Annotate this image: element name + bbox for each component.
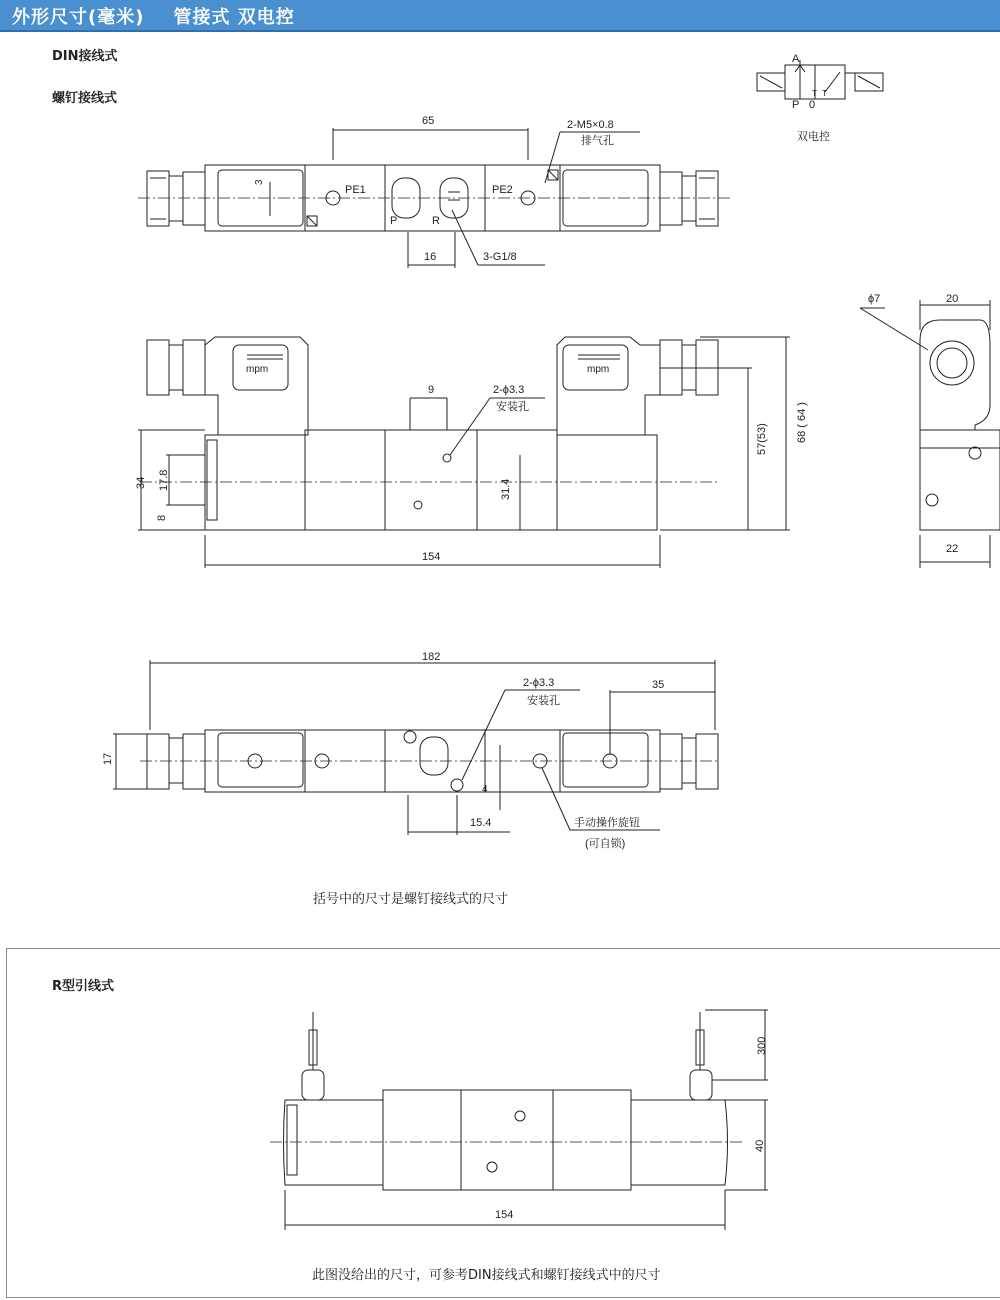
front-dim-8: 8 (156, 514, 168, 521)
front-view (135, 337, 808, 568)
front-dim-34: 34 (135, 476, 147, 489)
bottom-dim-15-4: 15.4 (470, 817, 492, 829)
section-label-din: DIN接线式 (52, 49, 118, 64)
bottom-mount-label: 安装孔 (527, 695, 560, 707)
top-label-r: R (432, 215, 440, 227)
valve-symbol (757, 53, 883, 143)
bottom-manual-label: 手动操作旋钮 (574, 817, 640, 829)
front-dim-31-4: 31.4 (500, 478, 512, 500)
symbol-caption: 双电控 (797, 131, 830, 143)
front-mpm-right: mpm (587, 364, 610, 375)
bottom-dim-4: 4 (482, 784, 488, 795)
front-dim-154: 154 (422, 551, 441, 563)
side-dim-22: 22 (946, 543, 959, 555)
top-view (138, 115, 730, 268)
side-view (860, 293, 1000, 568)
r-dim-154: 154 (495, 1209, 514, 1221)
r-type-view (270, 1010, 768, 1230)
front-dim-57: 57(53) (756, 423, 768, 455)
bottom-dim-35: 35 (652, 679, 665, 691)
symbol-port-0: 0 (809, 99, 816, 111)
top-label-pe2: PE2 (492, 184, 513, 196)
top-exhaust-spec: 2-M5×0.8 (567, 119, 614, 131)
page-title: 外形尺寸(毫米) 管接式 双电控 (12, 7, 295, 28)
symbol-port-t2: T (822, 89, 827, 98)
top-exhaust-label: 排气孔 (581, 135, 614, 147)
front-mount-label: 安装孔 (496, 401, 529, 413)
front-mount-spec: 2-ϕ3.3 (493, 384, 525, 396)
top-label-p: P (390, 215, 398, 227)
front-dim-9: 9 (428, 384, 435, 396)
section-label-r-type: R型引线式 (52, 979, 115, 994)
note-bracket: 括号中的尺寸是螺钉接线式的尺寸 (313, 892, 509, 907)
side-dim-20: 20 (946, 293, 959, 305)
top-dim-16: 16 (424, 251, 437, 263)
bottom-dim-17: 17 (102, 752, 114, 765)
bottom-dim-182: 182 (422, 651, 441, 663)
r-dim-40: 40 (754, 1139, 766, 1152)
bottom-mount-spec: 2-ϕ3.3 (523, 677, 555, 689)
top-dim-3: 3 (254, 179, 265, 185)
side-dim-phi7: ϕ7 (868, 293, 881, 305)
top-port-spec: 3-G1/8 (483, 251, 517, 263)
symbol-port-t1: T (812, 89, 817, 98)
bottom-view (102, 651, 720, 850)
top-dim-65: 65 (422, 115, 435, 127)
front-mpm-left: mpm (246, 364, 269, 375)
note-r-type: 此图没给出的尺寸，可参考DIN接线式和螺钉接线式中的尺寸 (312, 1268, 661, 1283)
front-dim-68: 68 ( 64 ) (796, 402, 808, 443)
section-label-screw: 螺钉接线式 (52, 91, 118, 106)
symbol-port-a: A (792, 53, 800, 65)
r-dim-300: 300 (756, 1036, 768, 1055)
front-dim-17-8: 17.8 (158, 469, 170, 491)
top-label-pe1: PE1 (345, 184, 366, 196)
bottom-manual-note: (可自锁) (585, 838, 626, 850)
symbol-port-p: P (792, 99, 800, 111)
